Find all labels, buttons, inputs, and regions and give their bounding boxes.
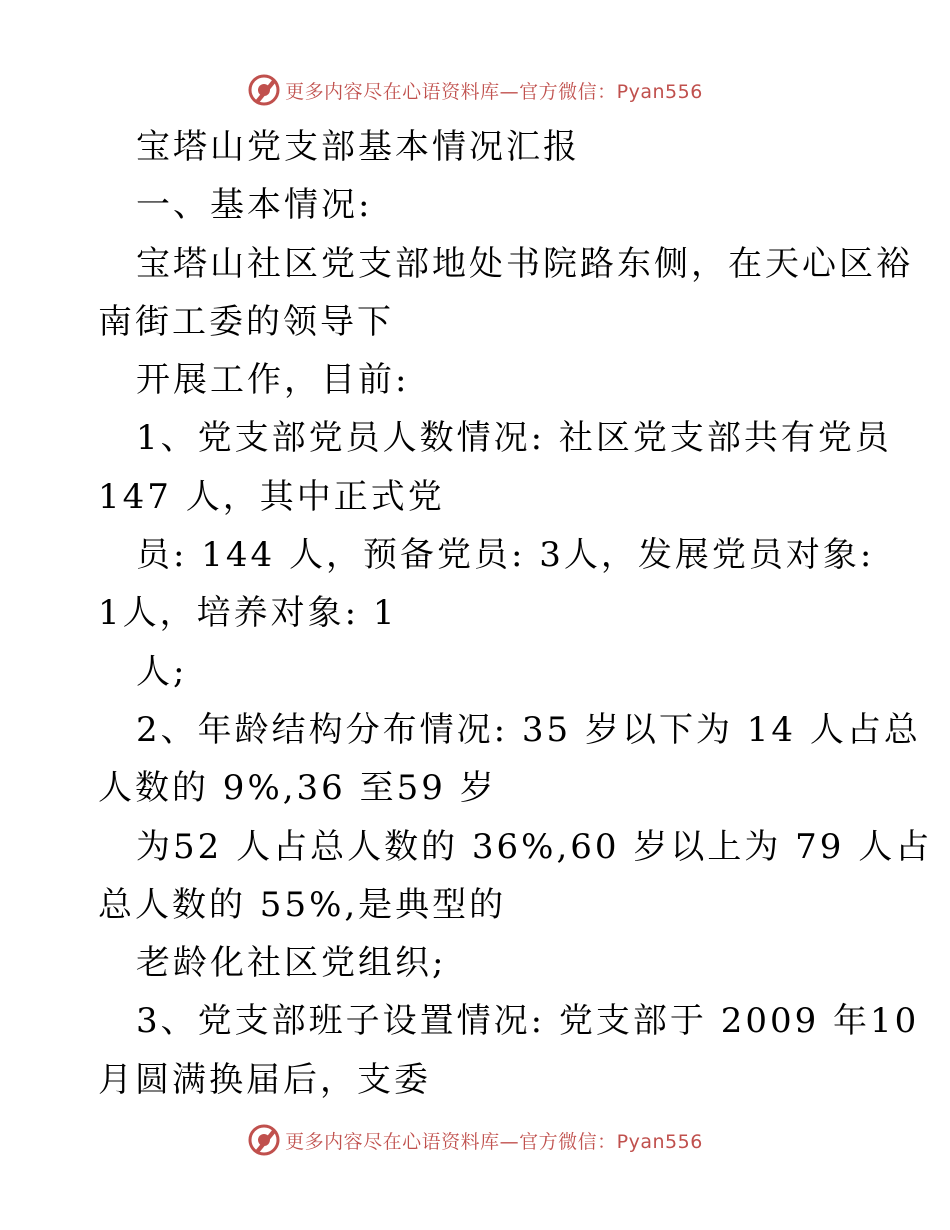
document-line: 员: 144 人，预备党员: 3人，发展党员对象: xyxy=(136,535,875,576)
document-line: 147 人，其中正式党 xyxy=(98,476,445,517)
document-line: 一、基本情况: xyxy=(136,185,373,226)
pen-quill-logo-icon xyxy=(247,1123,281,1157)
document-line: 月圆满换届后，支委 xyxy=(98,1059,431,1100)
pen-quill-logo-icon xyxy=(247,73,281,107)
document-line: 2、年龄结构分布情况: 35 岁以下为 14 人占总 xyxy=(136,709,921,750)
document-line: 总人数的 55%,是典型的 xyxy=(98,884,507,925)
document-line: 人数的 9%,36 至59 岁 xyxy=(98,768,497,809)
document-line: 1、党支部党员人数情况: 社区党支部共有党员 xyxy=(136,418,892,459)
document-body xyxy=(98,118,933,1109)
watermark-header xyxy=(0,70,950,110)
watermark-text: 更多内容尽在心语资料库—官方微信：Pyan556 xyxy=(285,80,703,103)
document-line: 3、党支部班子设置情况: 党支部于 2009 年10 xyxy=(136,1001,920,1042)
document-line: 1人，培养对象: 1 xyxy=(98,593,398,634)
document-line: 南街工委的领导下 xyxy=(98,301,394,342)
watermark-text: 更多内容尽在心语资料库—官方微信：Pyan556 xyxy=(285,1130,703,1153)
document-line: 开展工作，目前: xyxy=(136,360,410,401)
watermark-footer xyxy=(0,1120,950,1160)
document-line: 老龄化社区党组织; xyxy=(136,943,447,984)
document-line: 宝塔山社区党支部地处书院路东侧，在天心区裕 xyxy=(136,243,913,284)
document-line: 人; xyxy=(136,651,188,692)
document-line: 宝塔山党支部基本情况汇报 xyxy=(136,127,580,167)
document-line: 为52 人占总人数的 36%,60 岁以上为 79 人占 xyxy=(136,826,933,867)
